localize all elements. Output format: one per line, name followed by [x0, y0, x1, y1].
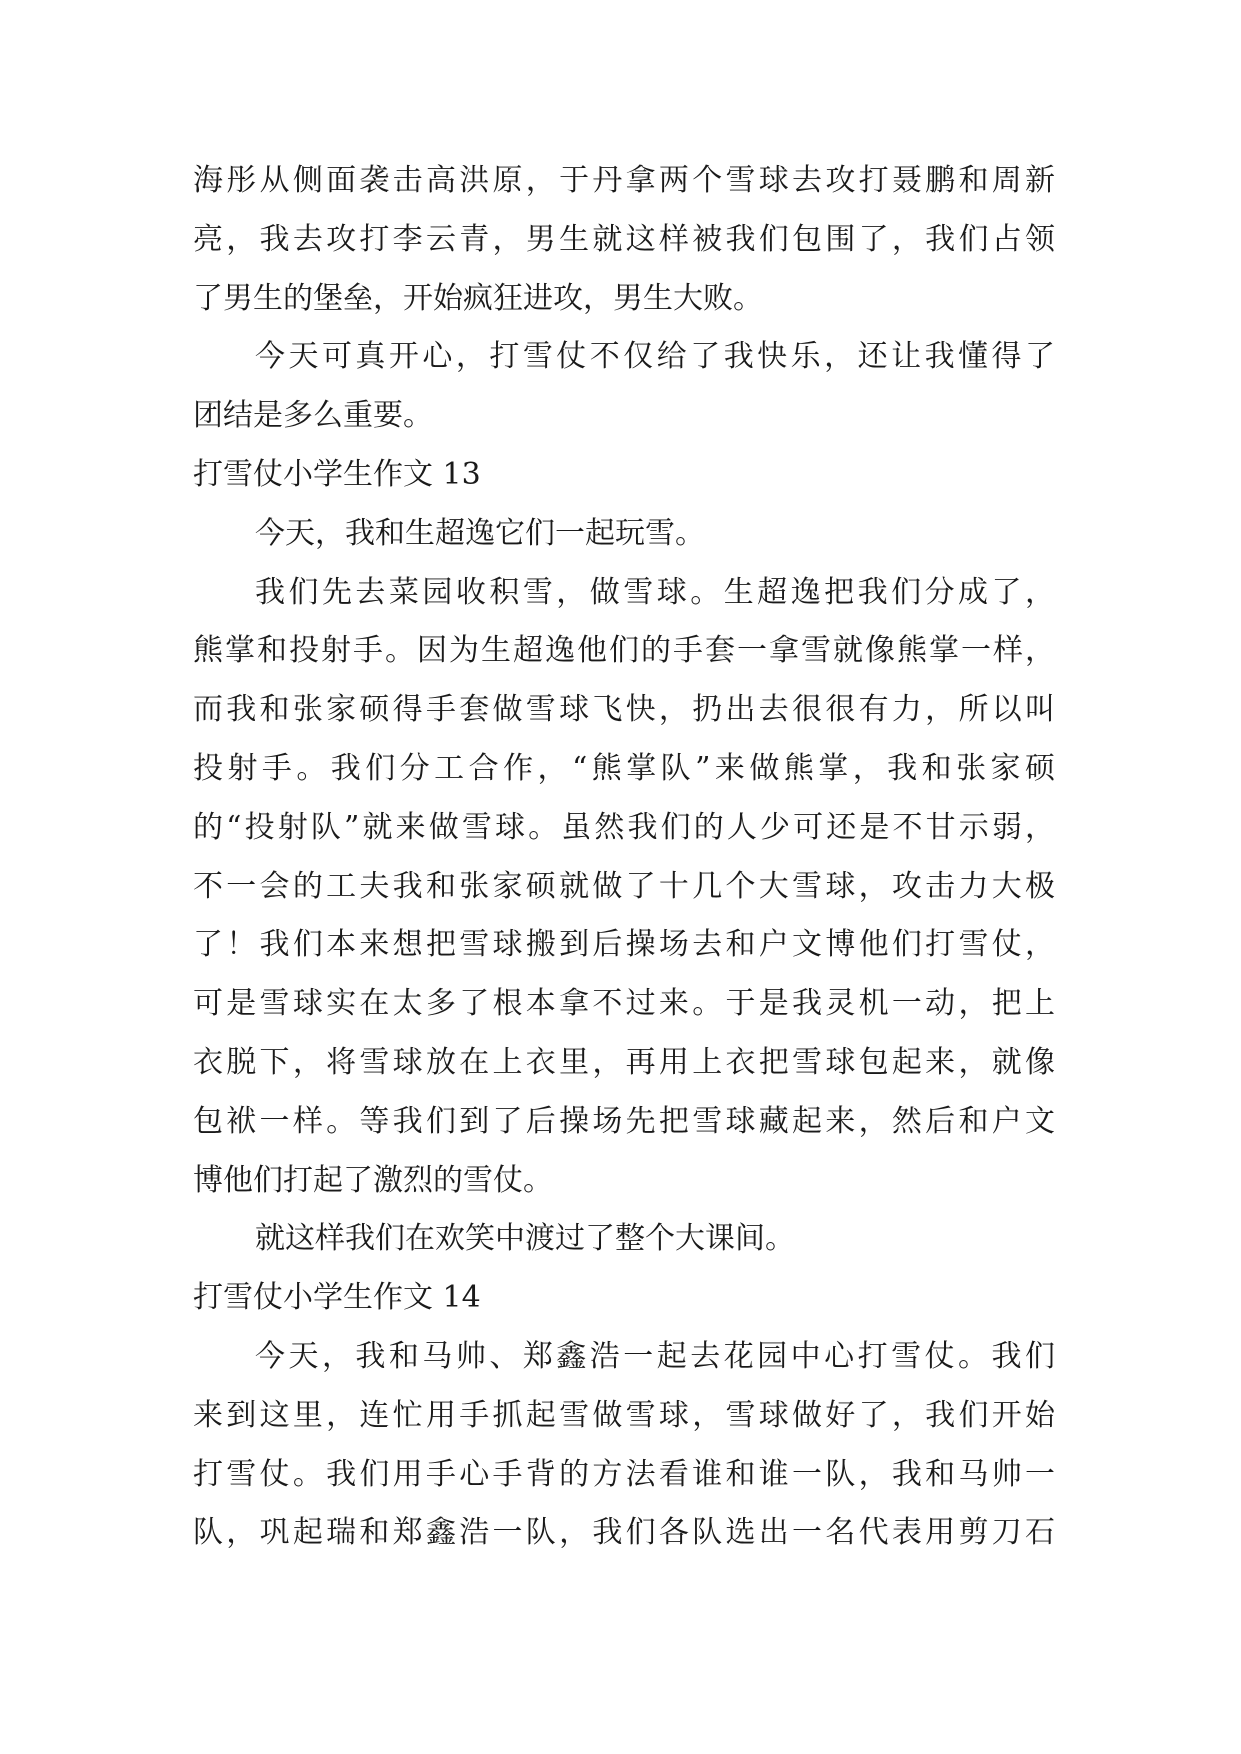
text-line: 海彤从侧面袭击高洪原，于丹拿两个雪球去攻打聂鹏和周新 — [193, 163, 1055, 198]
text-line: 熊掌和投射手。因为生超逸他们的手套一拿雪就像熊掌一样， — [193, 633, 1055, 669]
text-line: 打雪仗。我们用手心手背的方法看谁和谁一队，我和马帅一 — [193, 1456, 1055, 1492]
text-line: 可是雪球实在太多了根本拿不过来。于是我灵机一动，把上 — [193, 986, 1055, 1022]
text-line: 团结是多么重要。 — [193, 398, 433, 434]
text-line: 了男生的堡垒，开始疯狂进攻，男生大败。 — [193, 280, 763, 316]
text-line: 亮，我去攻打李云青，男生就这样被我们包围了，我们占领 — [193, 221, 1055, 257]
text-line: 而我和张家硕得手套做雪球飞快，扔出去很很有力，所以叫 — [193, 692, 1055, 728]
essay-heading: 打雪仗小学生作文 14 — [193, 1280, 481, 1316]
paragraph-continuation — [193, 152, 1055, 328]
text-line: 今天，我和生超逸它们一起玩雪。 — [255, 515, 705, 551]
paragraph — [193, 1210, 1055, 1269]
text-line: 就这样我们在欢笑中渡过了整个大课间。 — [255, 1221, 795, 1257]
text-line: 来到这里，连忙用手抓起雪做雪球，雪球做好了，我们开始 — [193, 1397, 1055, 1433]
paragraph — [193, 564, 1055, 1211]
essay-heading: 打雪仗小学生作文 13 — [193, 456, 481, 492]
text-line: 衣脱下，将雪球放在上衣里，再用上衣把雪球包起来，就像 — [193, 1044, 1055, 1080]
paragraph — [193, 1328, 1055, 1563]
text-line: 今天可真开心，打雪仗不仅给了我快乐，还让我懂得了 — [255, 339, 1055, 375]
text-line: 的“投射队”就来做雪球。虽然我们的人少可还是不甘示弱， — [193, 809, 1055, 845]
text-line: 不一会的工夫我和张家硕就做了十几个大雪球，攻击力大极 — [193, 868, 1055, 904]
text-line: 投射手。我们分工合作，“熊掌队”来做熊掌，我和张家硕 — [193, 750, 1055, 786]
text-line: 包袱一样。等我们到了后操场先把雪球藏起来，然后和户文 — [193, 1103, 1055, 1139]
text-line: 博他们打起了激烈的雪仗。 — [193, 1162, 553, 1198]
text-line: 我们先去菜园收积雪，做雪球。生超逸把我们分成了， — [255, 574, 1055, 610]
document-page — [193, 152, 1055, 1563]
text-line: 了！我们本来想把雪球搬到后操场去和户文博他们打雪仗， — [193, 927, 1055, 963]
text-line: 今天，我和马帅、郑鑫浩一起去花园中心打雪仗。我们 — [255, 1338, 1055, 1374]
text-line: 队，巩起瑞和郑鑫浩一队，我们各队选出一名代表用剪刀石 — [193, 1515, 1055, 1551]
paragraph — [193, 328, 1055, 446]
paragraph — [193, 505, 1055, 564]
